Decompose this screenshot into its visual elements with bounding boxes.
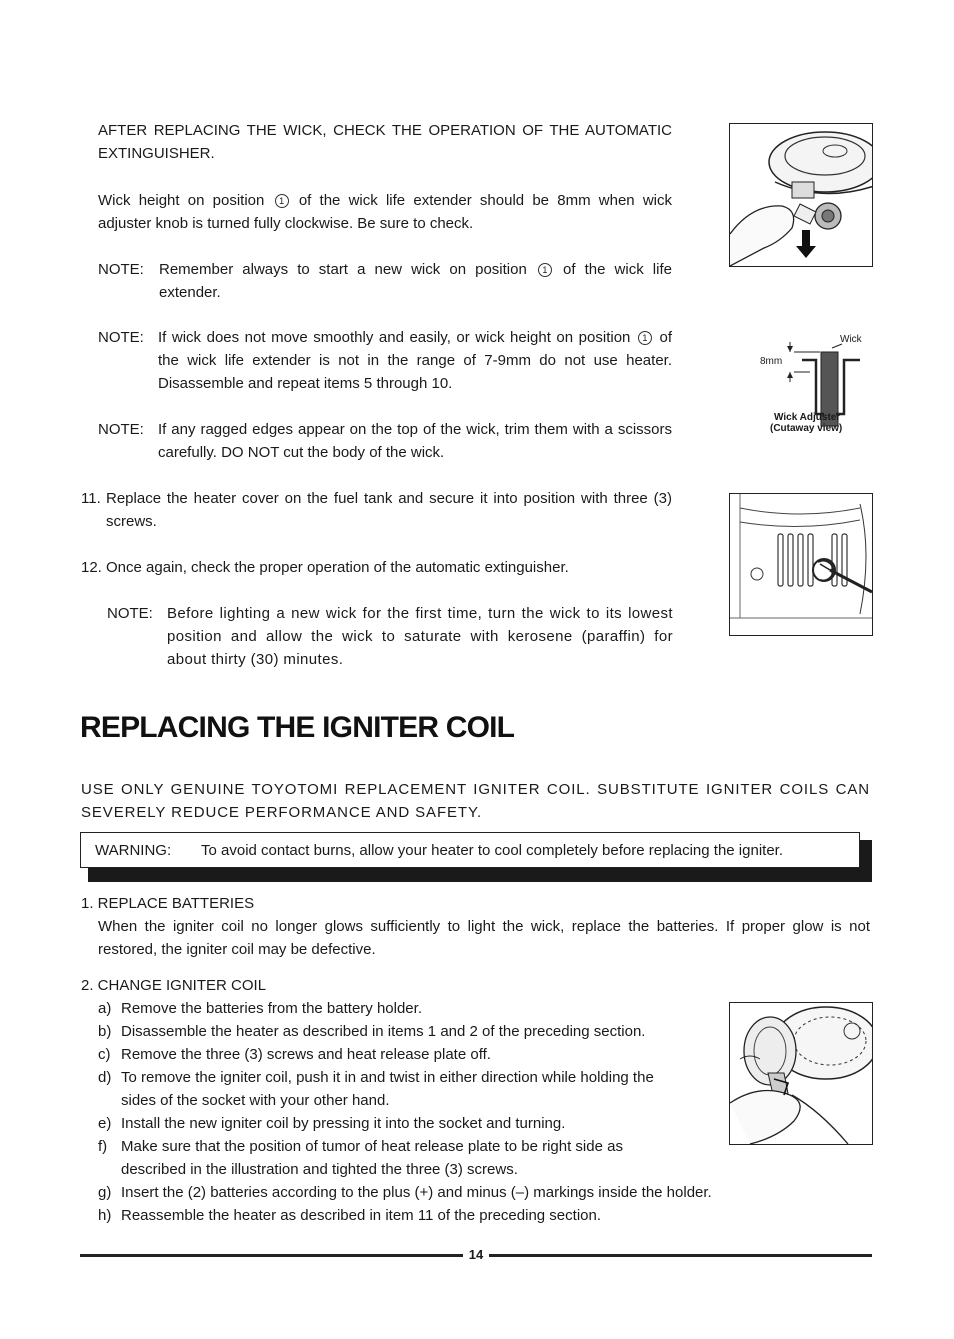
igniter-coil-illustration: [730, 1003, 872, 1144]
list-item: b) Disassemble the heater as described in items 1 and 2 of the preceding section.: [98, 1023, 646, 1040]
list-item: a) Remove the batteries from the battery holder.: [98, 1000, 422, 1017]
heater-top-illustration: [730, 124, 872, 266]
position-mark: 1: [538, 263, 552, 277]
page-number: 14: [468, 1247, 484, 1262]
label-cutaway-view: (Cutaway view): [770, 423, 843, 434]
paragraph-extinguisher-check: AFTER REPLACING THE WICK, CHECK THE OPERATION OF THE AUTOMATIC EXTINGUISHER.: [98, 122, 672, 162]
list-item: g) Insert the (2) batteries according to the plus (+) and minus (–) markings inside the holder.: [98, 1184, 712, 1201]
note-2: [98, 326, 672, 396]
note-3: [98, 418, 672, 464]
list-item: e) Install the new igniter coil by pressing it into the socket and turning.: [98, 1115, 566, 1132]
step1-title: 1. REPLACE BATTERIES: [81, 895, 255, 912]
step-text: Once again, check the proper operation of the automatic extinguisher.: [106, 559, 569, 576]
note-label: NOTE:: [98, 261, 144, 278]
note-text: If any ragged edges appear on the top of the wick, trim them with a scissors carefully. DO NOT cut the body of the wick.: [158, 421, 672, 461]
label-wick-adjuster: Wick Adjuster: [774, 412, 841, 423]
note-1: [98, 258, 672, 304]
label-wick: Wick: [840, 334, 862, 345]
warning-box: [80, 832, 860, 868]
figure-wick-cutaway: [724, 330, 872, 440]
figure-heater-cover-screws: [729, 493, 873, 636]
heater-cover-illustration: [730, 494, 872, 635]
figure-wick-adjuster-knob: [729, 123, 873, 267]
figure-igniter-coil: [729, 1002, 873, 1145]
step2-title: 2. CHANGE IGNITER COIL: [81, 977, 267, 994]
note-label: NOTE:: [107, 605, 153, 622]
note-label: NOTE:: [98, 329, 144, 346]
step-number: 11.: [81, 490, 101, 507]
paragraph-wick-height: [98, 189, 672, 235]
step-text: Replace the heater cover on the fuel tank and secure it into position with three (3) screws.: [106, 490, 672, 530]
position-mark: 1: [638, 331, 652, 345]
note-text: Remember always to start a new wick on position 1 of the wick life extender.: [159, 261, 672, 301]
warning-label: WARNING:: [95, 842, 172, 859]
step-number: 12.: [81, 559, 102, 576]
footer-rule-right: [489, 1254, 872, 1257]
note-label: NOTE:: [98, 421, 144, 438]
list-item: h) Reassemble the heater as described in item 11 of the preceding section.: [98, 1207, 601, 1224]
warning-text: To avoid contact burns, allow your heater to cool completely before replacing the igniter.: [201, 842, 783, 859]
step-12: [81, 556, 672, 579]
step2-list: [98, 997, 778, 1227]
section-title: REPLACING THE IGNITER COIL: [80, 711, 515, 744]
position-mark: 1: [275, 194, 289, 208]
note-text: Before lighting a new wick for the first time, turn the wick to its lowest position and allow the wick to saturate with kerosene (paraffin) for about thirty (30) minutes.: [167, 605, 673, 668]
note-text: If wick does not move smoothly and easily, or wick height on position 1 of the wick life extender is not in the range of 7-9mm do not use heater. Disassemble and repeat items 5 through 10.: [158, 329, 673, 392]
step1-text: When the igniter coil no longer glows sufficiently to light the wick, replace the batteries. If proper glow is not restored, the igniter coil may be defective.: [98, 918, 870, 958]
step-11: [81, 487, 672, 533]
section-intro: USE ONLY GENUINE TOYOTOMI REPLACEMENT IGNITER COIL. SUBSTITUTE IGNITER COILS CAN SEVERELY REDUCE PERFORMANCE AND SAFETY.: [81, 781, 870, 821]
para2-after: of the wick life extender should be 8mm when wick adjuster knob is turned fully clockwise. Be sure to check.: [98, 192, 673, 232]
para2-before: Wick height on position: [98, 192, 265, 209]
list-item: d) To remove the igniter coil, push it in and twist in either direction while holding the sides of the socket with your other hand.: [98, 1069, 654, 1109]
footer-rule-left: [80, 1254, 463, 1257]
list-item: c) Remove the three (3) screws and heat release plate off.: [98, 1046, 491, 1063]
list-item: f) Make sure that the position of tumor of heat release plate to be right side as described in the illustration and tighted the three (3) screws.: [98, 1138, 623, 1178]
note-final: [107, 602, 673, 672]
label-8mm: 8mm: [760, 356, 783, 367]
